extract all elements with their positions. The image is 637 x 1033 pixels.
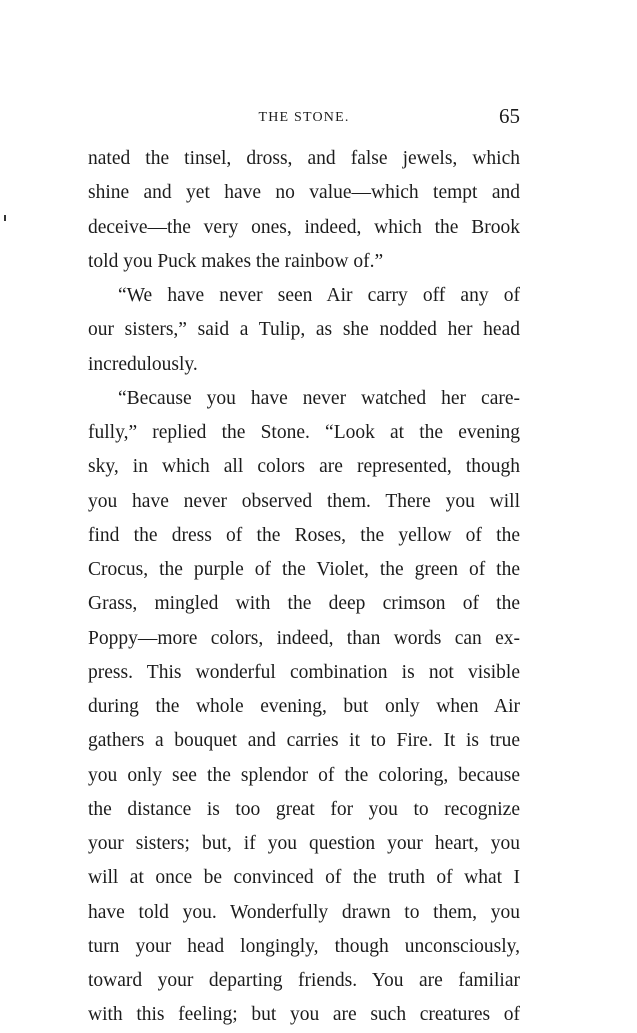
text-line: “Because you have never watched her care-	[118, 387, 520, 409]
text-line: have told you. Wonderfully drawn to them, you	[88, 901, 520, 923]
text-line: incredulously.	[88, 353, 198, 375]
running-title: THE STONE.	[258, 110, 350, 125]
text-line: you only see the splendor of the coloring, because	[88, 764, 520, 786]
text-line: nated the tinsel, dross, and false jewels, which	[88, 148, 520, 169]
text-line: gathers a bouquet and carries it to Fire. It is true	[88, 730, 520, 752]
text-line: Crocus, the purple of the Violet, the green of the	[88, 559, 520, 580]
text-line: press. This wonderful combination is not visible	[88, 661, 520, 683]
text-line: the distance is too great for you to recognize	[88, 798, 520, 820]
text-line: turn your head longingly, though unconsciously,	[88, 935, 520, 957]
body-text	[88, 142, 520, 1033]
text-line: find the dress of the Roses, the yellow of the	[88, 524, 520, 546]
text-line: “We have never seen Air carry off any of	[118, 285, 520, 306]
text-line: deceive—the very ones, indeed, which the Brook	[88, 216, 520, 238]
text-line: Poppy—more colors, indeed, than words can ex-	[88, 627, 520, 649]
margin-mark	[4, 215, 6, 221]
text-line: shine and yet have no value—which tempt and	[88, 182, 520, 204]
text-line: you have never observed them. There you will	[88, 490, 520, 512]
text-line: our sisters,” said a Tulip, as she nodded her head	[88, 319, 520, 341]
text-line: your sisters; but, if you question your heart, you	[88, 833, 520, 854]
text-line: will at once be convinced of the truth of what I	[88, 867, 520, 889]
text-line: toward your departing friends. You are familiar	[88, 970, 520, 991]
text-line: Grass, mingled with the deep crimson of the	[88, 593, 520, 615]
page-number: 65	[499, 104, 520, 128]
text-line: with this feeling; but you are such creatures of	[88, 1004, 520, 1026]
text-line: sky, in which all colors are represented, though	[88, 456, 520, 478]
text-line: told you Puck makes the rainbow of.”	[88, 250, 384, 272]
running-head	[88, 104, 520, 132]
text-line: during the whole evening, but only when Air	[88, 696, 520, 717]
text-line: fully,” replied the Stone. “Look at the evening	[88, 422, 520, 443]
